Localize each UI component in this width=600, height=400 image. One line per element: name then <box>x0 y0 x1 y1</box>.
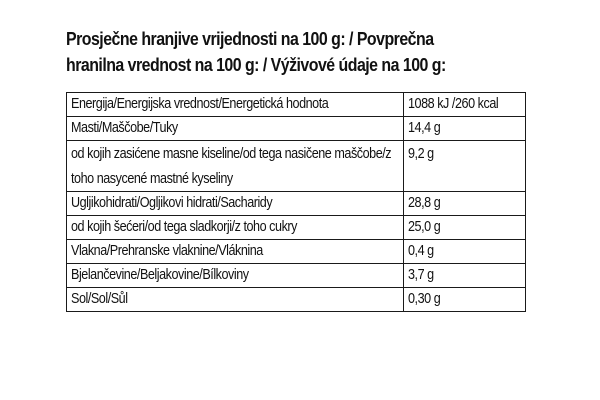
table-row <box>67 264 526 288</box>
nutrient-value: 0,30 g <box>404 288 526 312</box>
nutrient-value: 9,2 g <box>404 141 526 192</box>
nutrient-label: Ugljikohidrati/Ogljikovi hidrati/Sacharidy <box>67 192 404 216</box>
nutrient-label: Masti/Maščobe/Tuky <box>67 117 404 141</box>
table-row <box>67 141 526 192</box>
table-row <box>67 93 526 117</box>
nutrient-value: 28,8 g <box>404 192 526 216</box>
heading-line-1: Prosječne hranjive vrijednosti na 100 g: / Povprečna <box>66 28 434 49</box>
nutrient-label: Vlakna/Prehranske vlaknine/Vláknina <box>67 240 404 264</box>
nutrient-label: Sol/Sol/Sůl <box>67 288 404 312</box>
nutrient-value: 14,4 g <box>404 117 526 141</box>
table-row <box>67 216 526 240</box>
nutrient-value: 1088 kJ /260 kcal <box>404 93 526 117</box>
nutrient-label: Bjelančevine/Beljakovine/Bílkoviny <box>67 264 404 288</box>
heading-line-2: hranilna vrednost na 100 g: / Výživové údaje na 100 g: <box>66 54 446 75</box>
nutrition-table <box>66 92 526 312</box>
nutrition-heading <box>66 26 470 78</box>
table-row <box>67 240 526 264</box>
table-row <box>67 117 526 141</box>
nutrient-label: Energija/Energijska vrednost/Energetická hodnota <box>67 93 404 117</box>
table-row <box>67 192 526 216</box>
nutrient-value: 25,0 g <box>404 216 526 240</box>
nutrient-value: 3,7 g <box>404 264 526 288</box>
nutrient-label: od kojih šećeri/od tega sladkorji/z toho cukry <box>67 216 404 240</box>
nutrient-label: od kojih zasićene masne kiseline/od tega nasičene maščobe/z toho nasycené mastné kyseliny <box>67 141 404 192</box>
nutrient-value: 0,4 g <box>404 240 526 264</box>
table-row <box>67 288 526 312</box>
